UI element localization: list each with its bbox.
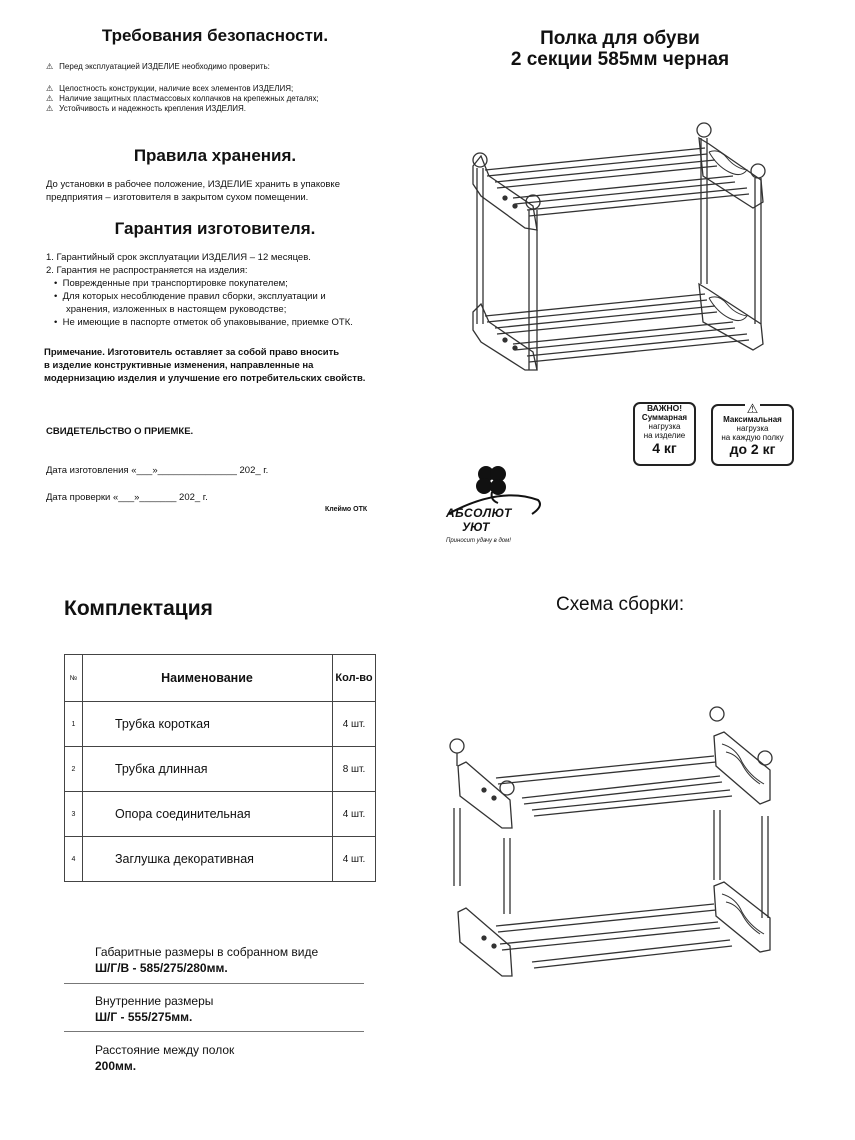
warranty-title: Гарантия изготовителя. — [114, 219, 316, 238]
certificate-title: СВИДЕТЕЛЬСТВО О ПРИЕМКЕ. — [46, 426, 194, 437]
kit-title: Комплектация — [64, 597, 213, 620]
shelf-load-badge: ⚠ Максимальная нагрузка на каждую полку до 2 кг — [711, 404, 794, 466]
assembly-diagram — [440, 700, 785, 1000]
note: Примечание. Изготовитель оставляет за собой право вносить в изделие конструктивные изменения, направленные на модернизацию изделия и улучшение его потребительских свойств. — [44, 347, 366, 384]
kit-table — [64, 654, 376, 882]
table-row: 1 Трубка короткая 4 шт. — [65, 702, 376, 747]
finial — [450, 739, 464, 753]
warning-icon: ⚠ — [46, 84, 54, 93]
warning-icon: ⚠ — [46, 94, 54, 103]
manufacture-date: Дата изготовления «___»_______________ 202_ г. — [46, 465, 269, 476]
support-right-top — [714, 732, 770, 804]
safety-title: Требования безопасности. — [101, 26, 329, 45]
table-row: 4 Заглушка декоративная 4 шт. — [65, 837, 376, 882]
bottom-shelf — [473, 284, 763, 370]
otk-stamp: Клеймо ОТК — [325, 506, 368, 513]
finial — [473, 153, 487, 167]
top-shelf — [473, 138, 763, 230]
finial — [758, 751, 772, 765]
safety-list — [46, 84, 319, 114]
finial — [751, 164, 765, 178]
divider — [64, 1031, 364, 1032]
storage-title: Правила хранения. — [133, 146, 297, 165]
divider — [64, 983, 364, 984]
table-row: 3 Опора соединительная 4 шт. — [65, 792, 376, 837]
shelf-assembled-illustration — [465, 118, 775, 380]
finial — [697, 123, 711, 137]
support-left-top — [458, 762, 512, 828]
shelf-gap: Расстояние между полок 200мм. — [95, 1043, 235, 1073]
warning-icon: ⚠ — [46, 104, 54, 113]
warranty-list: 1. Гарантийный срок эксплуатации ИЗДЕЛИЯ – 12 месяцев. 2. Гарантия не распространяется на изделия: • Поврежденные при транспортировке покупателем; • Для которых несоблюдение правил сборки, эксплуатации и хранения, изложенных в настоящем руководстве; • Не имеющие в паспорте отметок об упаковывание, приемке ОТК. — [46, 252, 353, 328]
table-row: 2 Трубка длинная 8 шт. — [65, 747, 376, 792]
brand-logo: АБСОЛЮТ УЮТ Приносит удачу в дом! — [440, 462, 550, 552]
storage-text: До установки в рабочее положение, ИЗДЕЛИЕ хранить в упаковке предприятия – изготовителя в закрытом сухом помещении. — [46, 179, 340, 203]
inner-dimensions: Внутренние размеры Ш/Г - 555/275мм. — [95, 994, 214, 1024]
check-date: Дата проверки «___»_______ 202_ г. — [46, 492, 208, 503]
warning-icon: ⚠ — [46, 62, 54, 71]
safety-item: ⚠ Устойчивость и надежность крепления ИЗДЕЛИЯ. — [46, 104, 246, 113]
total-load-badge: ВАЖНО! Суммарная нагрузка на изделие 4 кг — [633, 402, 696, 466]
safety-intro: ⚠ Перед эксплуатацией ИЗДЕЛИЕ необходимо проверить: — [46, 62, 270, 71]
assembly-title: Схема сборки: — [556, 594, 685, 615]
table-header-row: № Наименование Кол-во — [65, 655, 376, 702]
safety-item: ⚠ Наличие защитных пластмассовых колпачков на крепежных деталях; — [46, 94, 319, 103]
warning-icon: ⚠ — [746, 401, 759, 416]
finial — [710, 707, 724, 721]
product-title: Полка для обуви 2 секции 585мм черная — [510, 28, 730, 70]
support-left-bottom — [458, 908, 512, 976]
safety-item: ⚠ Целостность конструкции, наличие всех элементов ИЗДЕЛИЯ; — [46, 84, 294, 93]
overall-dimensions: Габаритные размеры в собранном виде Ш/Г/В - 585/275/280мм. — [95, 945, 319, 975]
